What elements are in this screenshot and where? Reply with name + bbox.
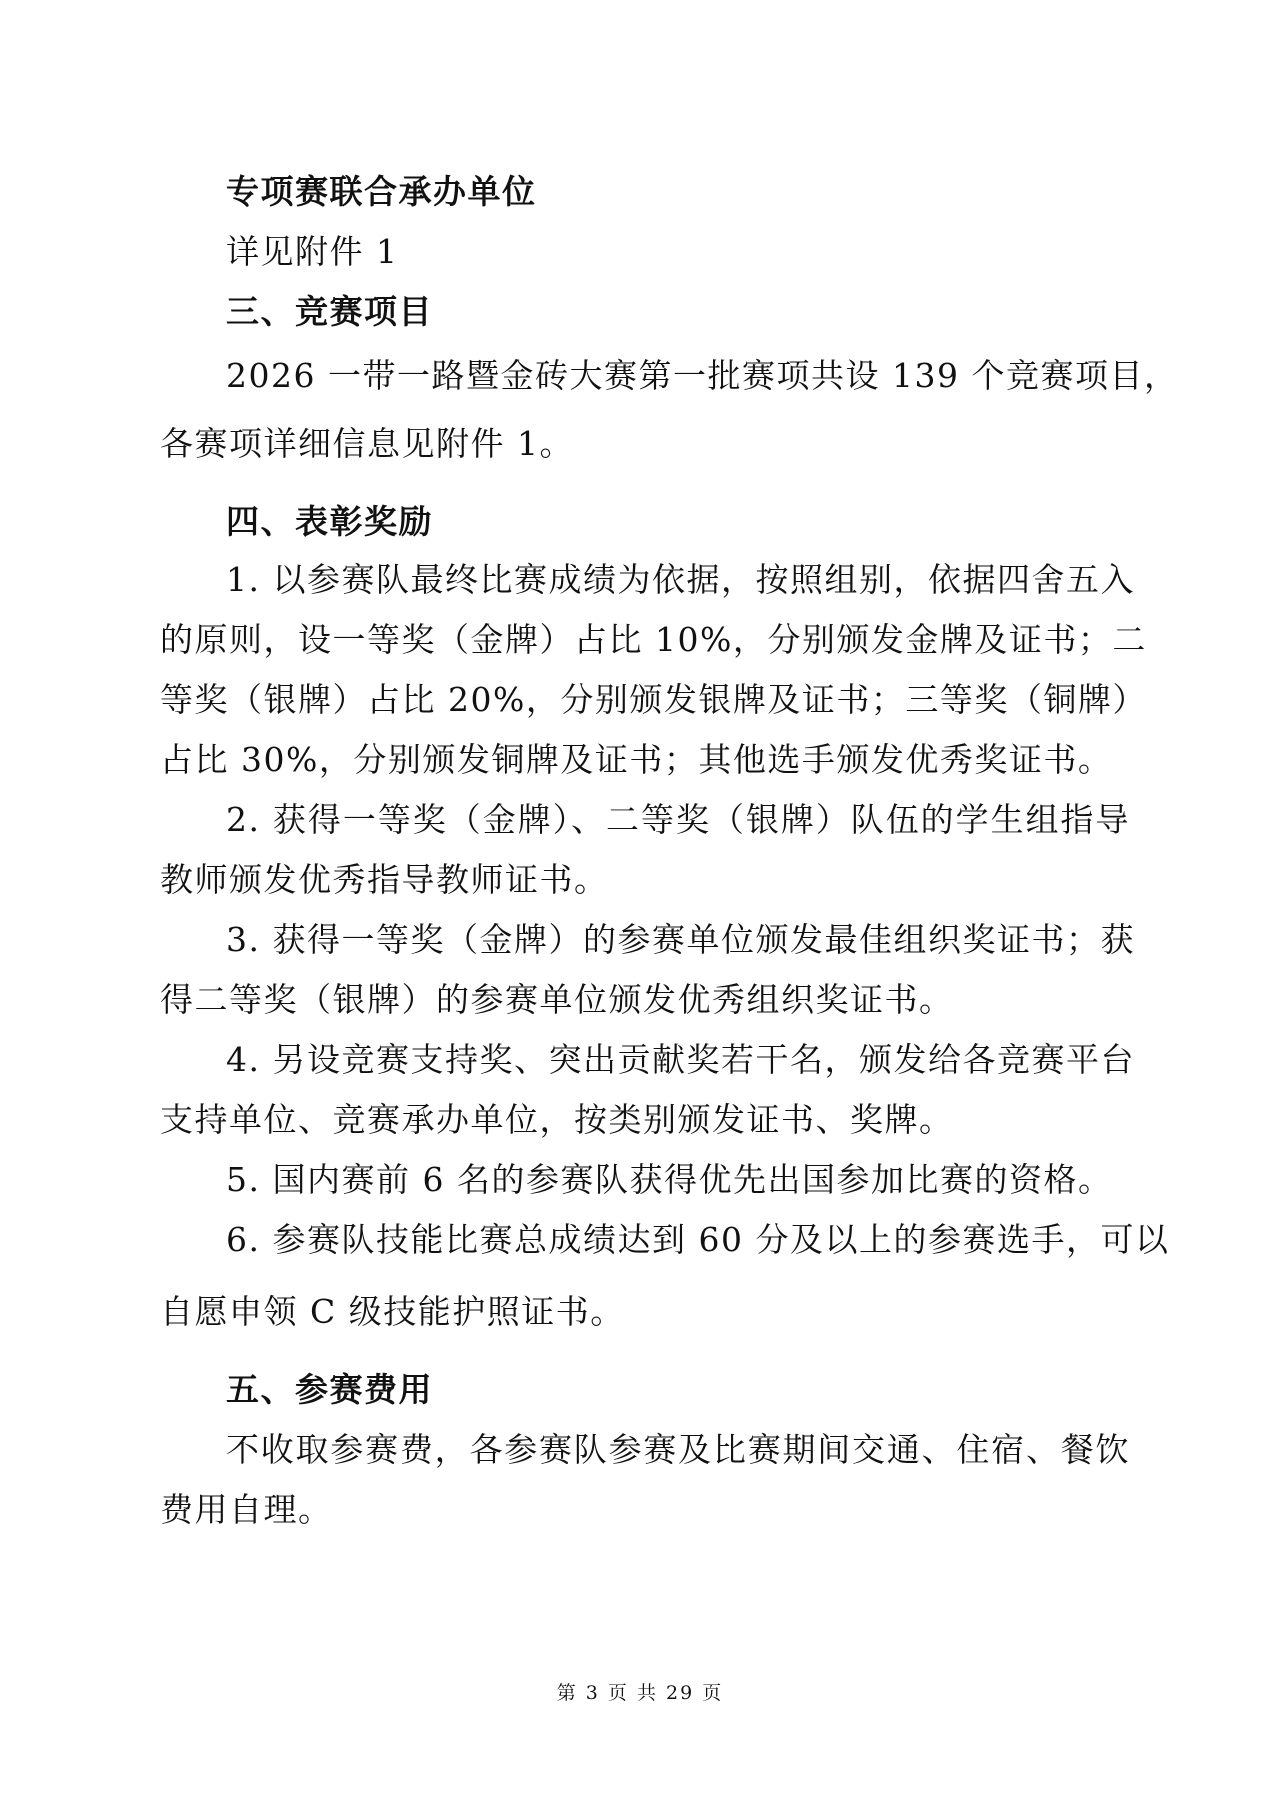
award-item-4-line-2: 支持单位、竞赛承办单位，按类别颁发证书、奖牌。 — [160, 1100, 954, 1139]
award-item-6-line-2: 自愿申领 C 级技能护照证书。 — [160, 1292, 625, 1331]
award-item-1-line-2: 的原则，设一等奖（金牌）占比 10%，分别颁发金牌及证书；二 — [160, 620, 1147, 659]
fees-line-2: 费用自理。 — [160, 1490, 333, 1529]
award-item-4-line-1: 4. 另设竞赛支持奖、突出贡献奖若干名，颁发给各竞赛平台 — [226, 1040, 1135, 1079]
fees-line-1: 不收取参赛费，各参赛队参赛及比赛期间交通、住宿、餐饮 — [226, 1430, 1130, 1469]
competition-items-line-2: 各赛项详细信息见附件 1。 — [160, 424, 574, 463]
award-item-1-line-1: 1. 以参赛队最终比赛成绩为依据，按照组别，依据四舍五入 — [226, 560, 1135, 599]
page-number-footer: 第 3 页 共 29 页 — [556, 1682, 724, 1704]
award-item-2-line-2: 教师颁发优秀指导教师证书。 — [160, 860, 609, 899]
heading-awards: 四、表彰奖励 — [226, 502, 433, 541]
award-item-5-line-1: 5. 国内赛前 6 名的参赛队获得优先出国参加比赛的资格。 — [226, 1160, 1113, 1199]
award-item-1-line-4: 占比 30%，分别颁发铜牌及证书；其他选手颁发优秀奖证书。 — [160, 740, 1113, 779]
award-item-3-line-1: 3. 获得一等奖（金牌）的参赛单位颁发最佳组织奖证书；获 — [226, 920, 1135, 959]
award-item-3-line-2: 得二等奖（银牌）的参赛单位颁发优秀组织奖证书。 — [160, 980, 954, 1019]
award-item-2-line-1: 2. 获得一等奖（金牌）、二等奖（银牌）队伍的学生组指导 — [226, 800, 1130, 839]
award-item-6-line-1: 6. 参赛队技能比赛总成绩达到 60 分及以上的参赛选手，可以 — [226, 1220, 1170, 1259]
co-organizer-text: 详见附件 1 — [226, 232, 399, 271]
heading-co-organizer: 专项赛联合承办单位 — [226, 172, 537, 211]
award-item-1-line-3: 等奖（银牌）占比 20%，分别颁发银牌及证书；三等奖（铜牌） — [160, 680, 1147, 719]
heading-competition-items: 三、竞赛项目 — [226, 292, 433, 331]
competition-items-line-1: 2026 一带一路暨金砖大赛第一批赛项共设 139 个竞赛项目， — [226, 356, 1179, 395]
heading-fees: 五、参赛费用 — [226, 1370, 433, 1409]
